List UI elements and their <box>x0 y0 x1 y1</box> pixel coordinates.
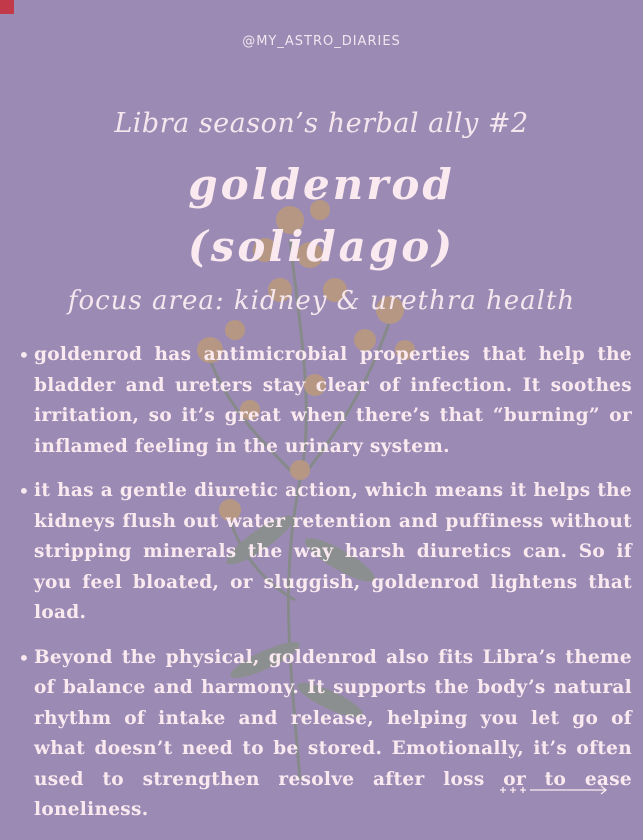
list-item <box>18 340 632 462</box>
bullet-text: goldenrod has antimicrobial properties that help the bladder and ureters stay clear of infection. It soothes irritation, so it’s great when there’s that “burning” or inflamed feeling in the urinary system. <box>34 344 632 457</box>
bullet-dot: • <box>18 343 30 367</box>
bullet-text: Beyond the physical, goldenrod also fits Libra’s theme of balance and harmony. It supports the body’s natural rhythm of intake and release, helping you let go of what doesn’t need to be stored. Emotionally, it’s often used to strengthen resolve after loss or to ease loneliness. <box>34 646 632 820</box>
bullet-list <box>18 340 632 840</box>
bullet-dot: • <box>18 479 30 503</box>
sparkle-arrow-icon[interactable] <box>498 783 610 797</box>
bullet-dot: • <box>18 645 30 670</box>
title-latin-name: (solidago) <box>187 222 456 271</box>
subtitle: Libra season’s herbal ally #2 <box>114 108 529 139</box>
focus-area: focus area: kidney & urethra health <box>67 286 576 316</box>
list-item <box>18 476 632 629</box>
title-common-name: goldenrod <box>188 160 455 209</box>
corner-accent <box>0 0 14 14</box>
bullet-text: it has a gentle diuretic action, which means it helps the kidneys flush out water retention and puffiness without stripping minerals the way harsh diuretics can. So if you feel bloated, or sluggish, goldenrod lightens that load. <box>34 480 632 623</box>
list-item <box>18 643 632 826</box>
account-handle: @MY_ASTRO_DIARIES <box>242 34 401 49</box>
